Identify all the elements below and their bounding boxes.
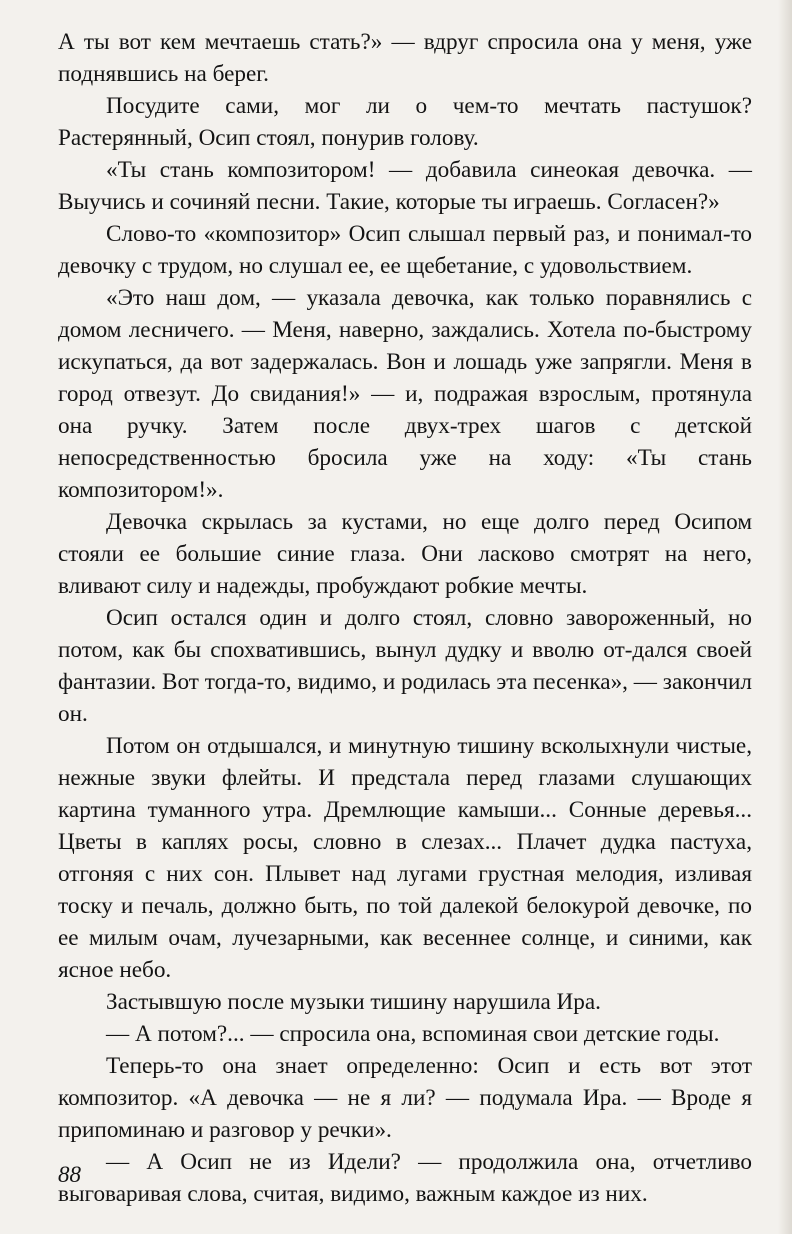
paragraph-12: — А Осип не из Идели? — продолжила она, отчетливо выговаривая слова, считая, видимо, важным каждое из них. <box>58 1149 752 1207</box>
paragraph-8: Потом он отдышался, и минутную тишину всколыхнули чистые, нежные звуки флейты. И предстала перед глазами слушающих картина туманного утра. Дремлющие камыши... Сонные деревья... Цветы в каплях росы, словно в слезах... Плачет дудка пастуха, отгоняя с них сон. Плывет над лугами грустная мелодия, изливая тоску и печаль, должно быть, по той далекой белокурой девочке, по ее милым очам, лучезарными, как весеннее солнце, и синими, как ясное небо. <box>58 733 752 983</box>
page-number: 88 <box>58 1162 81 1187</box>
paragraph-2: Посудите сами, мог ли о чем-то мечтать пастушок? Растерянный, Осип стоял, понурив голову. <box>58 93 752 151</box>
paragraph-4: Слово-то «композитор» Осип слышал первый раз, и понимал-то девочку с трудом, но слушал ее, ее щебетание, с удовольствием. <box>58 221 752 279</box>
paragraph-6: Девочка скрылась за кустами, но еще долго перед Осипом стояли ее большие синие глаза. Они ласково смотрят на него, вливают силу и надежды, пробуждают робкие мечты. <box>58 509 752 599</box>
paragraph-5: «Это наш дом, — указала девочка, как только поравнялись с домом лесничего. — Меня, наверно, заждались. Хотела по-быстрому искупаться, да вот задержалась. Вон и лошадь уже запрягли. Меня в город отвезут. До свидания!» — и, подражая взрослым, протянула она ручку. Затем после двух-трех шагов с детской непосредственностью бросила уже на ходу: «Ты стань композитором!». <box>58 285 752 503</box>
paragraph-10: — А потом?... — спросила она, вспоминая свои детские годы. <box>106 1021 720 1047</box>
paragraph-7: Осип остался один и долго стоял, словно завороженный, но потом, как бы спохватившись, вынул дудку и вволю от-дался своей фантазии. Вот тогда-то, видимо, и родилась эта песенка», — закончил он. <box>58 605 752 727</box>
paragraph-11: Теперь-то она знает определенно: Осип и есть вот этот композитор. «А девочка — не я ли? — подумала Ира. — Вроде я припоминаю и разговор у речки». <box>58 1053 752 1143</box>
paragraph-9: Застывшую после музыки тишину нарушила Ира. <box>106 989 601 1015</box>
paragraph-3: «Ты стань композитором! — добавила синеокая девочка. — Выучись и сочиняй песни. Такие, которые ты играешь. Согласен?» <box>58 157 752 215</box>
paragraph-1: А ты вот кем мечтаешь стать?» — вдруг спросила она у меня, уже поднявшись на берег. <box>58 29 752 87</box>
